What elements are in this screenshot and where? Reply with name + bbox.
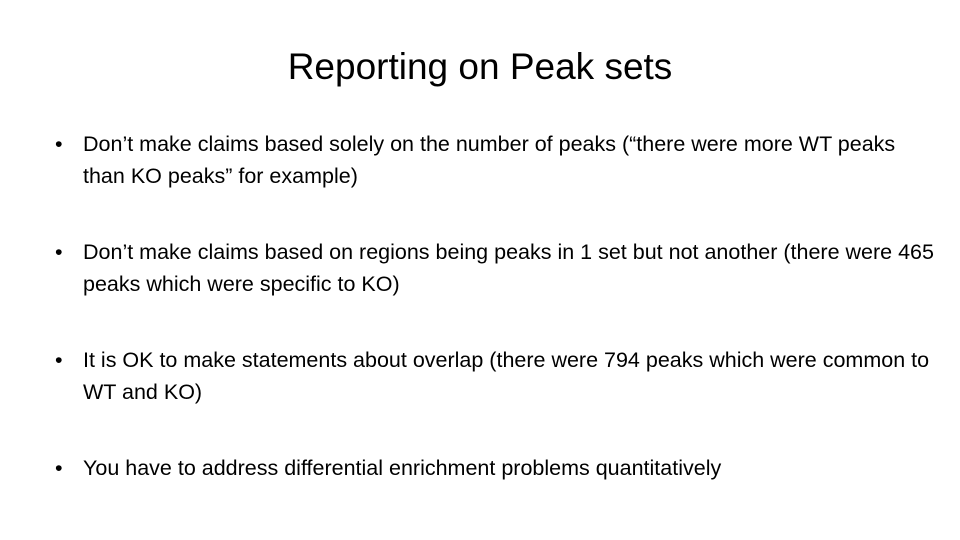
bullet-text: Don’t make claims based solely on the number of peaks (“there were more WT peaks than KO peaks” for example) (83, 132, 896, 188)
bullet-marker: • (55, 240, 63, 264)
bullet-marker: • (55, 132, 63, 156)
bullet-list (55, 128, 935, 484)
bullet-item (55, 236, 935, 300)
bullet-text: Don’t make claims based on regions being peaks in 1 set but not another (there were 465 peaks which were specific to KO) (83, 240, 934, 296)
bullet-item (55, 452, 935, 484)
bullet-item (55, 128, 935, 192)
slide-title: Reporting on Peak sets (287, 46, 673, 87)
bullet-marker: • (55, 456, 63, 480)
bullet-text: You have to address differential enrichment problems quantitatively (83, 456, 722, 480)
bullet-item (55, 344, 935, 408)
bullet-marker: • (55, 348, 63, 372)
bullet-text: It is OK to make statements about overlap (there were 794 peaks which were common to WT and KO) (83, 348, 930, 404)
